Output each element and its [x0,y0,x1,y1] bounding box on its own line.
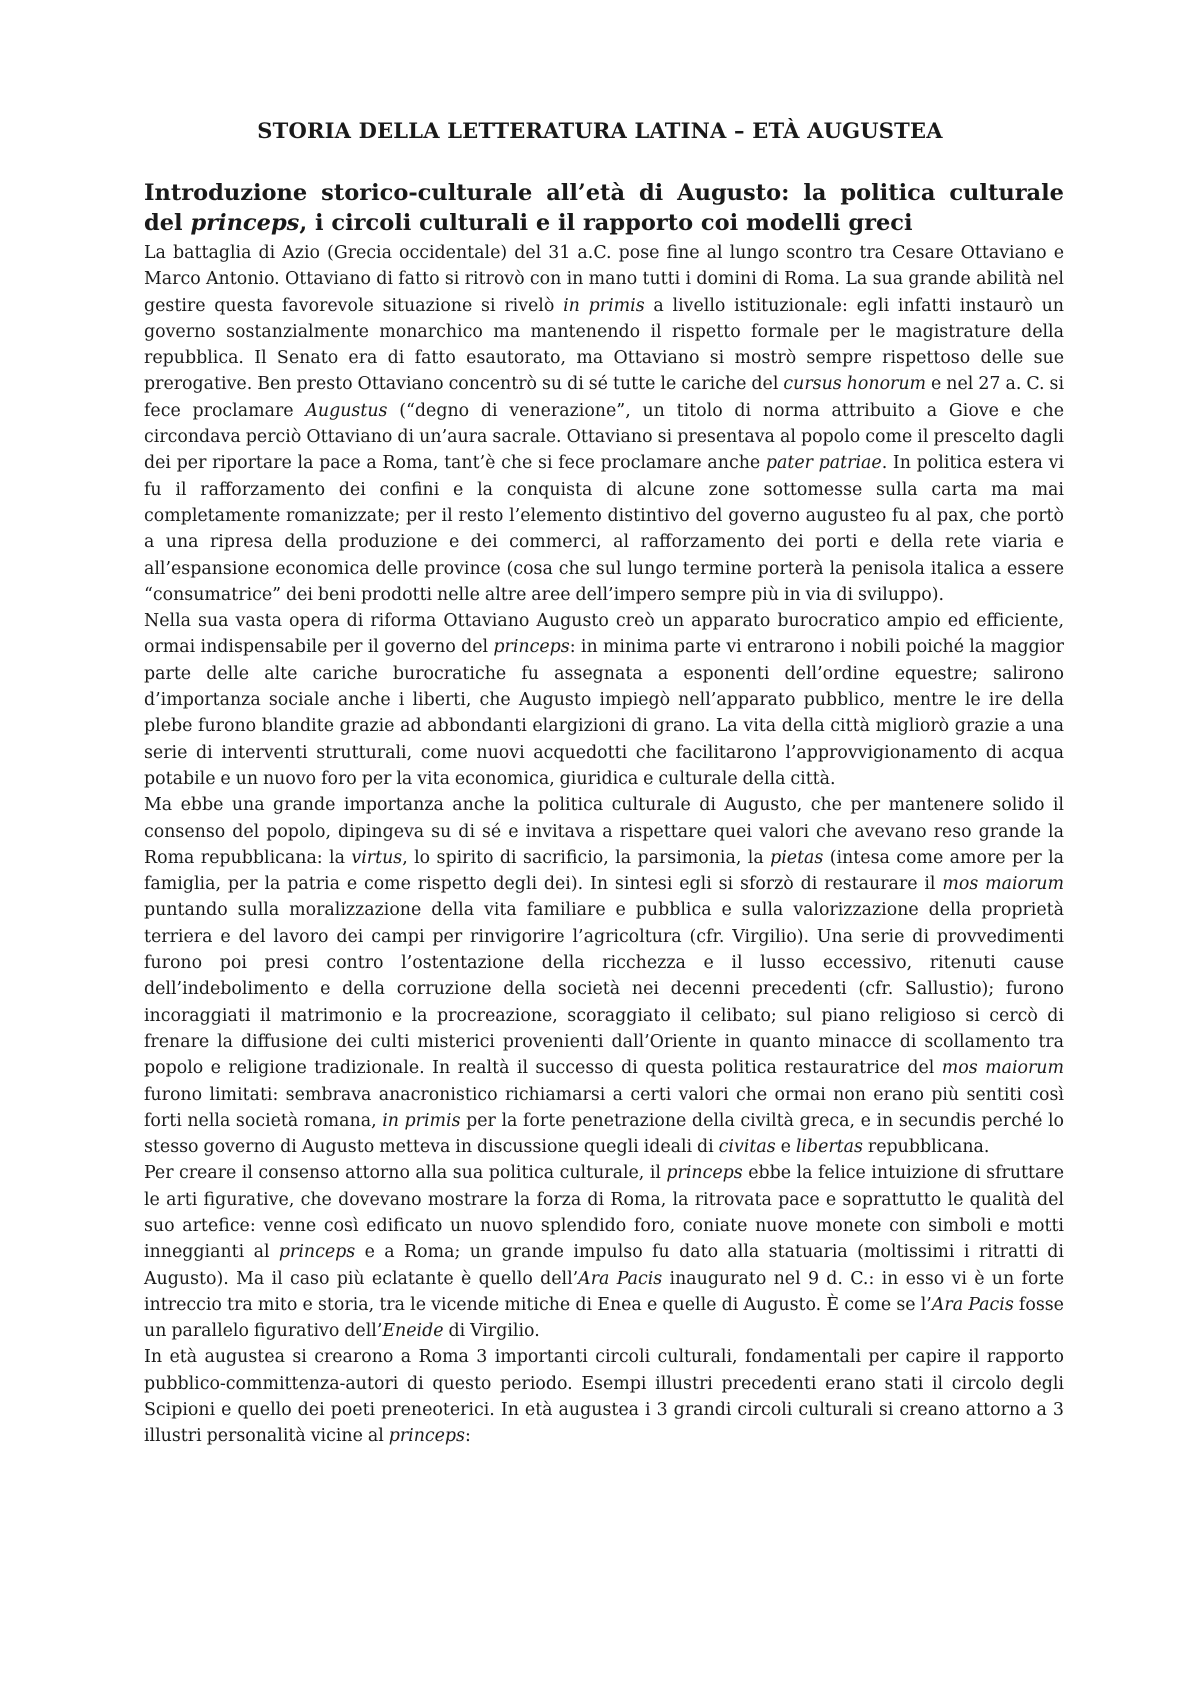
body-text [144,240,1064,1450]
paragraph-text: e a Roma; un grande impulso fu dato alla statuaria (moltissimi i ritratti di Augusto). Ma il caso più eclatante è quello dell’ [144,1242,1064,1289]
paragraph [144,792,1064,1160]
italic-term: princeps [388,1426,465,1447]
paragraph-text: per la forte penetrazione della civiltà greca, e in secundis perché lo stesso governo di Augusto metteva in discussione quegli ideali di [144,1110,1064,1158]
italic-term: in primis [563,295,645,316]
italic-term: mos maiorum [942,874,1064,895]
italic-term: mos maiorum [941,1058,1064,1079]
italic-term: virtus [351,847,403,868]
paragraph-text: inaugurato nel 9 d. C.: in esso vi è un forte intreccio tra mito e storia, tra le vicende mitiche di Enea e quelle di Augusto. È come se l’ [144,1268,1064,1315]
italic-term: Ara Pacis [931,1294,1014,1315]
paragraph-text: Nella sua vasta opera di riforma Ottaviano Augusto creò un apparato burocratico ampio ed efficiente, ormai indispensabile per il governo del [144,611,1064,658]
italic-term: pietas [770,847,824,868]
paragraph [144,608,1064,792]
italic-term: Ara Pacis [578,1268,663,1289]
section-heading-part3: , i circoli culturali e il rapporto coi modelli greci [299,210,913,236]
paragraph-text: : in minima parte vi entrarono i nobili poiché la maggior parte delle alte cariche burocratiche fu assegnata a esponenti dell’ordine equestre; salirono d’importanza sociale anche i liberti, che Augusto impiegò nell’apparato pubblico, mentre le ire della plebe furono blandite grazie ad abbondanti elargizioni di grano. La vita della città migliorò grazie a una serie di interventi strutturali, come nuovi acquedotti che facilitarono l’approvvigionamento di acqua potabile e un nuovo foro per la vita economica, giuridica e culturale della città. [144,637,1064,789]
section-heading-italic: princeps [190,210,300,236]
italic-term: in primis [382,1110,461,1131]
paragraph-text: , lo spirito di sacrificio, la parsimonia, la [402,847,771,868]
paragraph-text: fosse un parallelo figurativo dell’ [144,1294,1064,1342]
paragraph [144,1160,1064,1344]
document-title: STORIA DELLA LETTERATURA LATINA – ETÀ AUGUSTEA [257,118,943,143]
italic-term: pater patriae [765,453,882,474]
section-heading-part1: Introduzione storico-culturale all’età di Augusto: la politica culturale del [144,180,1064,236]
section-heading [144,178,1064,238]
paragraph-text: repubblicana. [862,1137,990,1158]
italic-term: princeps [666,1163,743,1184]
paragraph-text: Ma ebbe una grande importanza anche la politica culturale di Augusto, che per mantenere solido il consenso del popolo, dipingeva su di sé e invitava a rispettare quei valori che avevano reso grande la Roma repubblicana: la [144,795,1064,868]
paragraph-text: di Virgilio. [443,1321,540,1342]
paragraph-text: La battaglia di Azio (Grecia occidentale) del 31 a.C. pose fine al lungo scontro tra Cesare Ottaviano e Marco Antonio. Ottaviano di fatto si ritrovò con in mano tutti i domini di Roma. La sua grande abilità nel gestire questa favorevole situazione si rivelò [144,243,1064,316]
italic-term: Augustus [305,400,388,421]
paragraph [144,240,1064,608]
paragraph-text: e [775,1137,796,1158]
paragraph [144,1344,1064,1449]
paragraph-text: Per creare il consenso attorno alla sua politica culturale, il [144,1163,667,1184]
italic-term: civitas [718,1137,776,1158]
italic-term: libertas [795,1137,863,1158]
paragraph-text: In età augustea si crearono a Roma 3 importanti circoli culturali, fondamentali per capire il rapporto pubblico-committenza-autori di questo periodo. Esempi illustri precedenti erano stati il circolo degli Scipioni e quello dei poeti preneoterici. In età augustea i 3 grandi circoli culturali si creano attorno a 3 illustri personalità vicine al [144,1347,1064,1447]
paragraph-text: furono limitati: sembrava anacronistico richiamarsi a certi valori che ormai non erano più sentiti così forti nella società romana, [144,1084,1064,1131]
paragraph-text: (intesa come amore per la famiglia, per la patria e come rispetto degli dei). In sintesi egli si sforzò di restaurare il [144,847,1064,895]
italic-term: princeps [278,1242,356,1263]
paragraph-text: puntando sulla moralizzazione della vita familiare e pubblica e sulla valorizzazione della proprietà terriera e del lavoro dei campi per rinvigorire l’agricoltura (cfr. Virgilio). Una serie di provvedimenti furono poi presi contro l’ostentazione della ricchezza e il lusso eccessivo, ritenuti cause dell’indebolimento e della corruzione della società nei decenni precedenti (cfr. Sallustio); furono incoraggiati il matrimonio e la procreazione, scoraggiato il celibato; sul piano religioso si cercò di frenare la diffusione dei culti misterici provenienti dall’Oriente in quanto minacce di scollamento tra popolo e religione tradizionale. In realtà il successo di questa politica restauratrice del [144,900,1064,1079]
paragraph-text: . In politica estera vi fu il rafforzamento dei confini e la conquista di alcune zone sottomesse sulla carta ma mai completamente romanizzate; per il resto l’elemento distintivo del governo augusteo fu al pax, che portò a una ripresa della produzione e dei commerci, al rafforzamento dei porti e della rete viaria e all’espansione economica delle province (cosa che sul lungo termine porterà la penisola italica a essere “consumatrice” dei beni prodotti nelle altre aree dell’impero sempre più in via di sviluppo). [144,453,1065,605]
italic-term: Eneide [382,1321,444,1342]
paragraph-text: a livello istituzionale: egli infatti instaurò un governo sostanzialmente monarchico ma mantenendo il rispetto formale per le magistrature della repubblica. Il Senato era di fatto esautorato, ma Ottaviano si mostrò sempre rispettoso delle sue prerogative. Ben presto Ottaviano concentrò su di sé tutte le cariche del [144,295,1064,395]
italic-term: princeps [493,637,570,658]
paragraph-text: (“degno di venerazione”, un titolo di norma attribuito a Giove e che circondava perciò Ottaviano di un’aura sacrale. Ottaviano si presentava al popolo come il prescelto dagli dei per riportare la pace a Roma, tant’è che si fece proclamare anche [144,400,1064,474]
paragraph-text: ebbe la felice intuizione di sfruttare le arti figurative, che dovevano mostrare la forza di Roma, la ritrovata pace e soprattutto le qualità del suo artefice: venne così edificato un nuovo splendido foro, coniate nuove monete con simboli e motti inneggianti al [144,1163,1064,1263]
paragraph-text: : [464,1426,471,1447]
paragraph-text: e nel 27 a. C. si fece proclamare [144,374,1065,421]
italic-term: cursus honorum [783,374,927,395]
